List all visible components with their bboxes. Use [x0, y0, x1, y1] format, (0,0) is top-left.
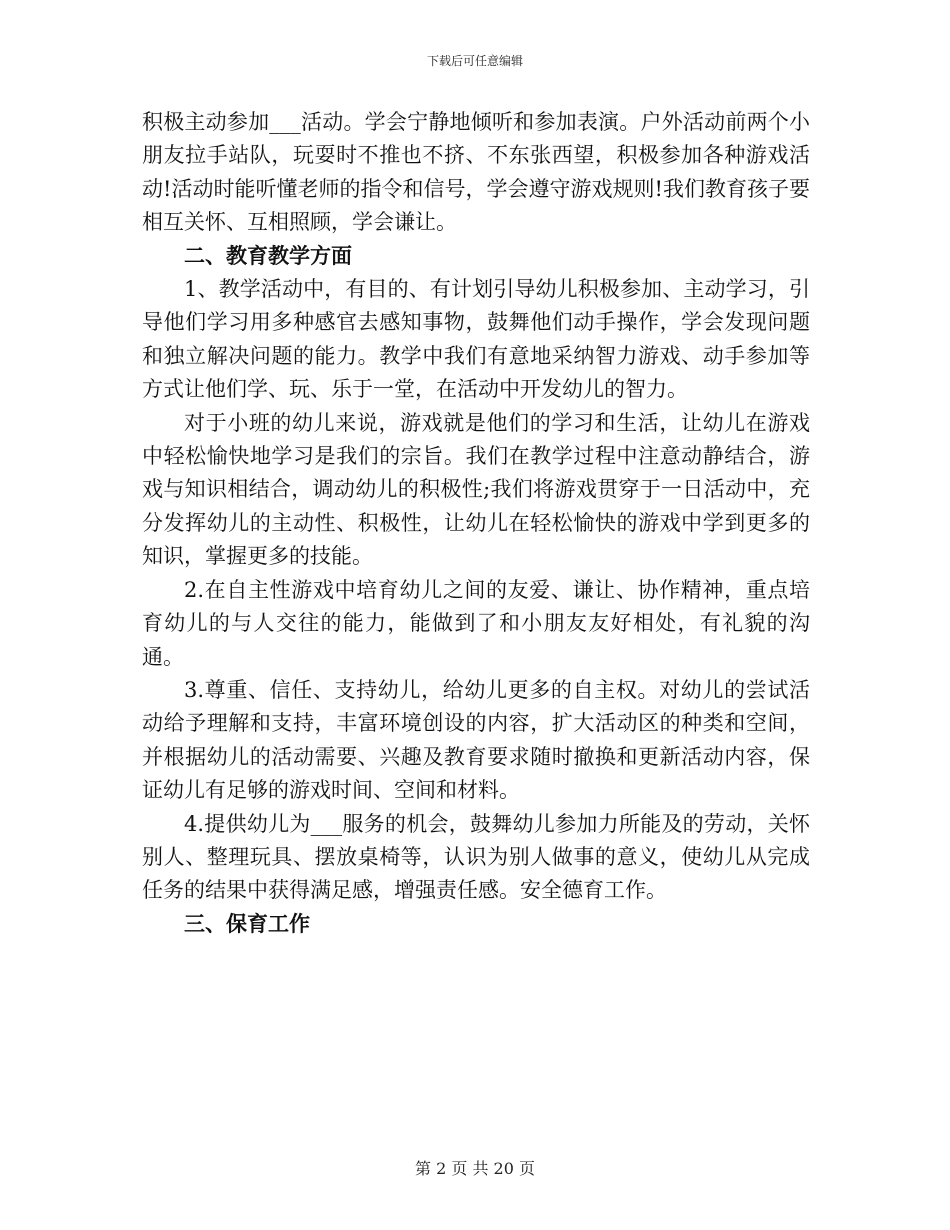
- section-heading-3: 三、保育工作: [184, 911, 310, 936]
- paragraph-6: 4.提供幼儿为___服务的机会，鼓舞幼儿参加力所能及的劳动，关怀别人、整理玩具、摆放桌椅等，认识为别人做事的意义，使幼儿从完成任务的结果中获得满足感，增强责任感。安全德育工作。: [142, 811, 810, 903]
- page-header: 下载后可任意编辑: [426, 54, 523, 68]
- section-heading-2: 二、教育教学方面: [184, 243, 352, 268]
- paragraph-5: 3.尊重、信任、支持幼儿，给幼儿更多的自主权。对幼儿的尝试活动给予理解和支持，丰富环境创设的内容，扩大活动区的种类和空间，并根据幼儿的活动需要、兴趣及教育要求随时撤换和更新活动内容，保证幼儿有足够的游戏时间、空间和材料。: [142, 677, 810, 803]
- page-number: 第 2 页 共 20 页: [415, 1159, 535, 1178]
- paragraph-4: 2.在自主性游戏中培育幼儿之间的友爱、谦让、协作精神，重点培育幼儿的与人交往的能力，能做到了和小朋友友好相处，有礼貌的沟通。: [142, 577, 810, 669]
- paragraph-3: 对于小班的幼儿来说，游戏就是他们的学习和生活，让幼儿在游戏中轻松愉快地学习是我们的宗旨。我们在教学过程中注意动静结合，游戏与知识相结合，调动幼儿的积极性;我们将游戏贯穿于一日活动中，充分发挥幼儿的主动性、积极性，让幼儿在轻松愉快的游戏中学到更多的知识，掌握更多的技能。: [142, 410, 810, 569]
- paragraph-1: 积极主动参加___活动。学会宁静地倾听和参加表演。户外活动前两个小朋友拉手站队，玩耍时不推也不挤、不东张西望，积极参加各种游戏活动!活动时能听懂老师的指令和信号，学会遵守游戏规则!我们教育孩子要相互关怀、互相照顾，学会谦让。: [142, 110, 810, 235]
- paragraph-2: 1、教学活动中，有目的、有计划引导幼儿积极参加、主动学习，引导他们学习用多种感官去感知事物，鼓舞他们动手操作，学会发现问题和独立解决问题的能力。教学中我们有意地采纳智力游戏、动手参加等方式让他们学、玩、乐于一堂，在活动中开发幼儿的智力。: [142, 277, 810, 402]
- document-body: [142, 106, 810, 941]
